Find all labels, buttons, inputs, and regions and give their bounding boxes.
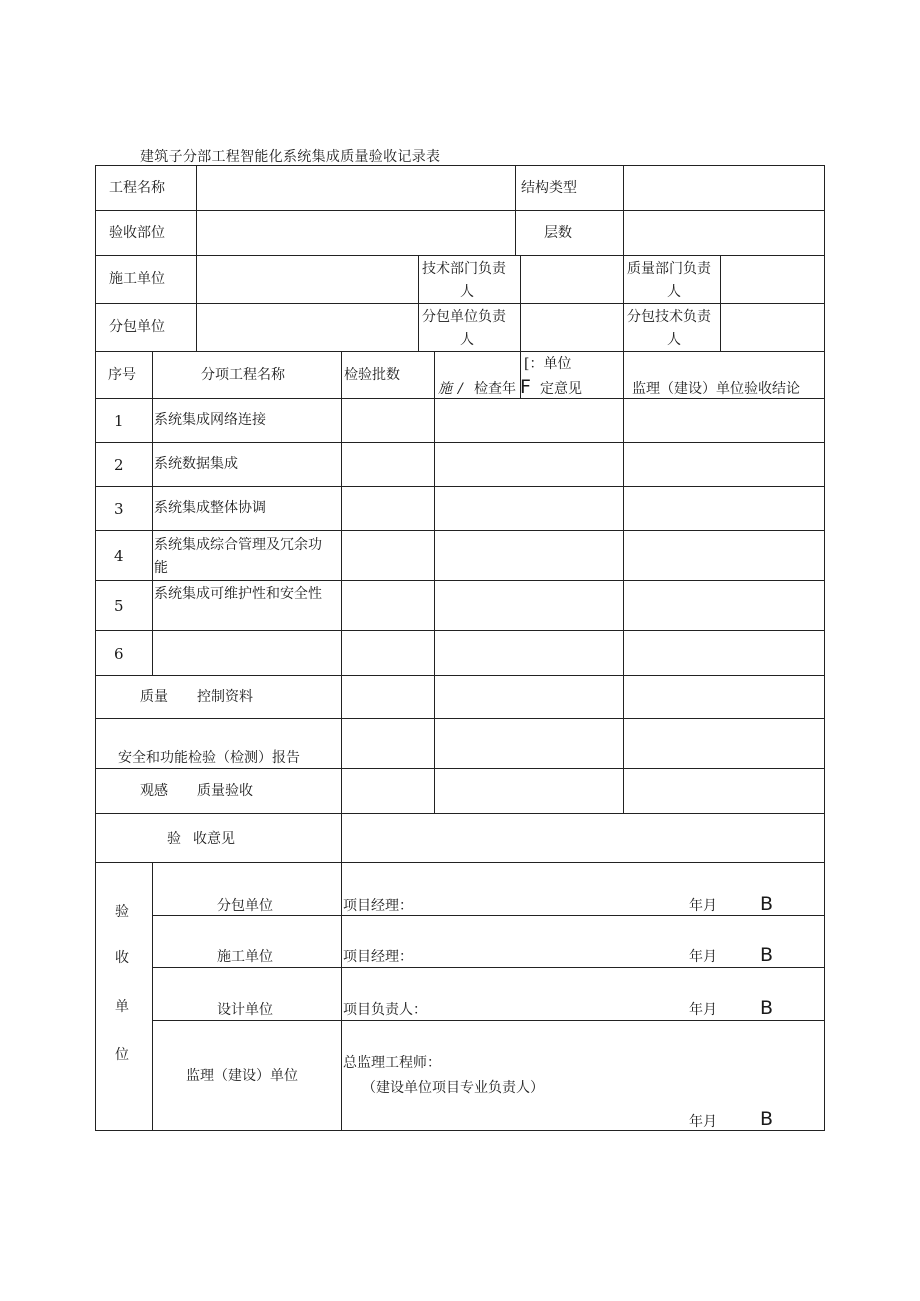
acceptance-unit-name: 施工单位 — [217, 949, 273, 965]
col-divider — [623, 303, 624, 351]
signatory-role: 项目负责人： — [343, 1002, 427, 1018]
acceptance-opinion-label-a: 验 — [167, 831, 181, 847]
date-label: 年月 — [689, 1114, 717, 1130]
acceptance-unit-name: 设计单位 — [217, 1002, 273, 1018]
row-divider — [95, 303, 825, 304]
row-divider — [95, 210, 825, 211]
appearance-quality-label-a: 观感 — [140, 783, 168, 799]
date-mark: B — [760, 1108, 774, 1130]
acceptance-unit-name: 分包单位 — [217, 898, 273, 914]
row-number: 1 — [114, 412, 124, 430]
tech-dept-head-label: 技术部门负责 — [422, 261, 506, 277]
sub-tech-head-label: 分包技术负责 — [627, 309, 711, 325]
row-item-name: 系统集成综合管理及冗余功 — [154, 537, 322, 553]
col-header-construction-b: / — [458, 381, 463, 397]
col-divider — [434, 351, 435, 813]
row-item-name: 系统集成整体协调 — [154, 500, 266, 516]
structure-type-label: 结构类型 — [521, 180, 577, 196]
acceptance-unit-name: 监理（建设）单位 — [186, 1068, 298, 1084]
row-number: 5 — [114, 597, 124, 615]
col-divider — [341, 351, 342, 862]
col-header-construction-a: 施 — [438, 381, 452, 397]
row-divider — [95, 718, 825, 719]
row-item-name: 系统集成网络连接 — [154, 412, 266, 428]
construction-unit-label: 施工单位 — [109, 271, 165, 287]
row-number: 2 — [114, 456, 124, 474]
subcontract-unit-label: 分包单位 — [109, 319, 165, 335]
row-divider — [95, 442, 825, 443]
row-item-name: 系统数据集成 — [154, 456, 238, 472]
signatory-role-note: （建设单位项目专业负责人） — [362, 1080, 544, 1096]
quality-control-label-b: 控制资料 — [197, 689, 253, 705]
row-divider — [95, 255, 825, 256]
row-item-name: 系统集成可维护性和安全性 — [154, 586, 322, 602]
col-header-batch-count: 检验批数 — [344, 367, 400, 383]
date-mark: B — [760, 893, 774, 915]
appearance-quality-label-b: 质量验收 — [197, 783, 253, 799]
row-number: 3 — [114, 500, 124, 518]
col-header-construction-c: 检查年 — [474, 381, 516, 397]
quality-dept-head-label-cont: 人 — [667, 284, 681, 300]
col-header-unit-b: 定意见 — [540, 381, 582, 397]
col-divider — [520, 255, 521, 351]
safety-function-label: 安全和功能检验（检测）报告 — [118, 750, 300, 766]
col-divider — [515, 165, 516, 255]
date-mark: B — [760, 944, 774, 966]
row-divider — [95, 530, 825, 531]
row-divider — [95, 675, 825, 676]
row-number: 4 — [114, 547, 124, 565]
col-header-construction-d: F — [520, 376, 531, 398]
tech-dept-head-label-cont: 人 — [460, 284, 474, 300]
project-name-label: 工程名称 — [109, 180, 165, 196]
floors-label: 层数 — [544, 225, 572, 241]
sub-unit-head-label-cont: 人 — [460, 332, 474, 348]
col-header-item-name: 分项工程名称 — [201, 367, 285, 383]
row-divider — [95, 351, 825, 352]
col-header-unit-a: [：单位 — [524, 356, 572, 372]
row-divider — [95, 862, 825, 863]
col-divider — [152, 862, 153, 1131]
acceptance-unit-side-char: 收 — [115, 950, 129, 966]
signatory-role: 项目经理： — [343, 898, 413, 914]
signatory-role: 总监理工程师： — [343, 1055, 441, 1071]
acceptance-part-label: 验收部位 — [109, 225, 165, 241]
acceptance-unit-side-char: 验 — [115, 904, 129, 920]
quality-dept-head-label: 质量部门负责 — [627, 261, 711, 277]
acceptance-opinion-label-b: 收意见 — [193, 831, 235, 847]
col-divider — [623, 351, 624, 813]
row-divider — [95, 813, 825, 814]
date-mark: B — [760, 997, 774, 1019]
col-divider — [418, 255, 419, 351]
row-divider — [95, 580, 825, 581]
row-number: 6 — [114, 645, 124, 663]
quality-control-label-a: 质量 — [140, 689, 168, 705]
acceptance-unit-side-char: 单 — [115, 999, 129, 1015]
col-header-supervision: 监理（建设）单位验收结论 — [632, 381, 800, 397]
date-label: 年月 — [689, 898, 717, 914]
date-label: 年月 — [689, 1002, 717, 1018]
row-divider — [95, 630, 825, 631]
acceptance-unit-side-char: 位 — [115, 1047, 129, 1063]
col-divider — [341, 862, 342, 1131]
col-divider — [720, 255, 721, 351]
col-divider — [152, 351, 153, 675]
col-divider — [623, 165, 624, 303]
sub-tech-head-label-cont: 人 — [667, 332, 681, 348]
signatory-role: 项目经理： — [343, 949, 413, 965]
sub-unit-head-label: 分包单位负责 — [422, 309, 506, 325]
row-item-name-cont: 能 — [154, 560, 168, 576]
date-label: 年月 — [689, 949, 717, 965]
form-title: 建筑子分部工程智能化系统集成质量验收记录表 — [140, 149, 441, 165]
col-header-seq: 序号 — [108, 367, 136, 383]
row-divider — [95, 486, 825, 487]
col-divider — [196, 165, 197, 351]
